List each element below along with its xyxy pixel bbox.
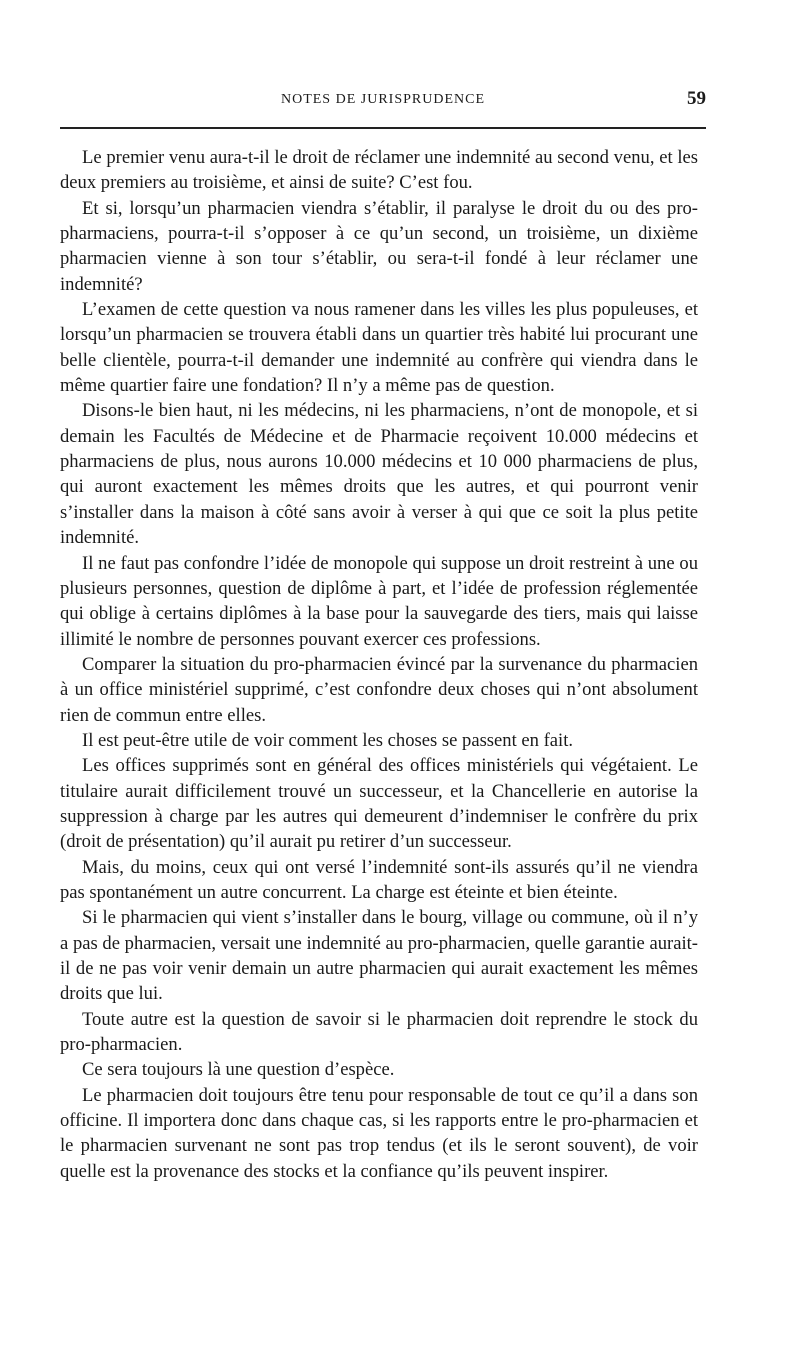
header-rule: [60, 127, 706, 129]
paragraph: Toute autre est la question de savoir si le pharmacien doit reprendre le stock du pro-pharmacien.: [60, 1008, 698, 1056]
paragraph: Le premier venu aura-t-il le droit de réclamer une indemnité au second venu, et les deux premiers au troisième, et ainsi de suite? C’est fou.: [60, 147, 698, 194]
paragraph: Il ne faut pas confondre l’idée de monopole qui suppose un droit restreint à une ou plusieurs personnes, question de diplôme à part, et l’idée de profession réglementée qui oblige à certains diplômes à la base pour la sauvegarde des tiers, mais qui laisse illimité le nombre de personnes pouvant exercer ces professions.: [60, 552, 698, 650]
running-head-title: NOTES DE JURISPRUDENCE: [280, 92, 485, 107]
paragraph: Comparer la situation du pro-pharmacien évincé par la survenance du pharmacien à un office ministériel supprimé, c’est confondre deux choses qui n’ont absolument rien de commun entre elles.: [60, 653, 698, 726]
paragraph: Il est peut-être utile de voir comment les choses se passent en fait.: [82, 729, 574, 751]
page-number: 59: [687, 88, 706, 109]
paragraph: Ce sera toujours là une question d’espèce.: [82, 1059, 395, 1081]
paragraph: Si le pharmacien qui vient s’installer dans le bourg, village ou commune, où il n’y a pas de pharmacien, versait une indemnité au pro-pharmacien, quelle garantie aurait-il de ne pas voir venir demain un autre pharmacien qui aurait exactement les mêmes droits que lui.: [60, 907, 698, 1005]
paragraph: Le pharmacien doit toujours être tenu pour responsable de tout ce qu’il a dans son officine. Il importera donc dans chaque cas, si les rapports entre le pro-pharmacien et le pharmacien survenant ne sont pas trop tendus (et ils le seront souvent), de voir quelle est la provenance des stocks et la confiance qu’ils peuvent inspirer.: [60, 1084, 698, 1182]
paragraph: Les offices supprimés sont en général des offices ministériels qui végétaient. Le titulaire aurait difficilement trouvé un successeur, et la Chancellerie en autorise la suppression à charge par les autres qui demeurent d’indemniser le confrère du prix (droit de présentation) qu’il aurait pu retirer d’un successeur.: [60, 755, 698, 853]
paragraph: Mais, du moins, ceux qui ont versé l’indemnité sont-ils assurés qu’il ne viendra pas spontanément un autre concurrent. La charge est éteinte et bien éteinte.: [60, 856, 698, 903]
running-head: [60, 88, 706, 114]
paragraph: Disons-le bien haut, ni les médecins, ni les pharmaciens, n’ont de monopole, et si demain les Facultés de Médecine et de Pharmacie reçoivent 10.000 médecins et pharmaciens de plus, nous aurons 10.000 médecins et 10 000 pharmaciens de plus, qui auront exactement les mêmes droits que les autres, et qui pourront venir s’installer dans la maison à côté sans avoir à verser à qui que ce soit la plus petite indemnité.: [60, 400, 698, 549]
body-text: [60, 145, 698, 1184]
paragraph: L’examen de cette question va nous ramener dans les villes les plus populeuses, et lorsqu’un pharmacien se trouvera établi dans un quartier très habité lui procurant une belle clientèle, pourra-t-il demander une indemnité au confrère qui viendra dans le même quartier faire une fondation? Il n’y a même pas de question.: [60, 299, 698, 397]
paragraph: Et si, lorsqu’un pharmacien viendra s’établir, il paralyse le droit du ou des pro-pharmaciens, pourra-t-il s’opposer à ce qu’un second, un troisième, un dixième pharmacien vienne à son tour s’établir, ou sera-t-il fondé à leur réclamer une indemnité?: [60, 197, 698, 295]
